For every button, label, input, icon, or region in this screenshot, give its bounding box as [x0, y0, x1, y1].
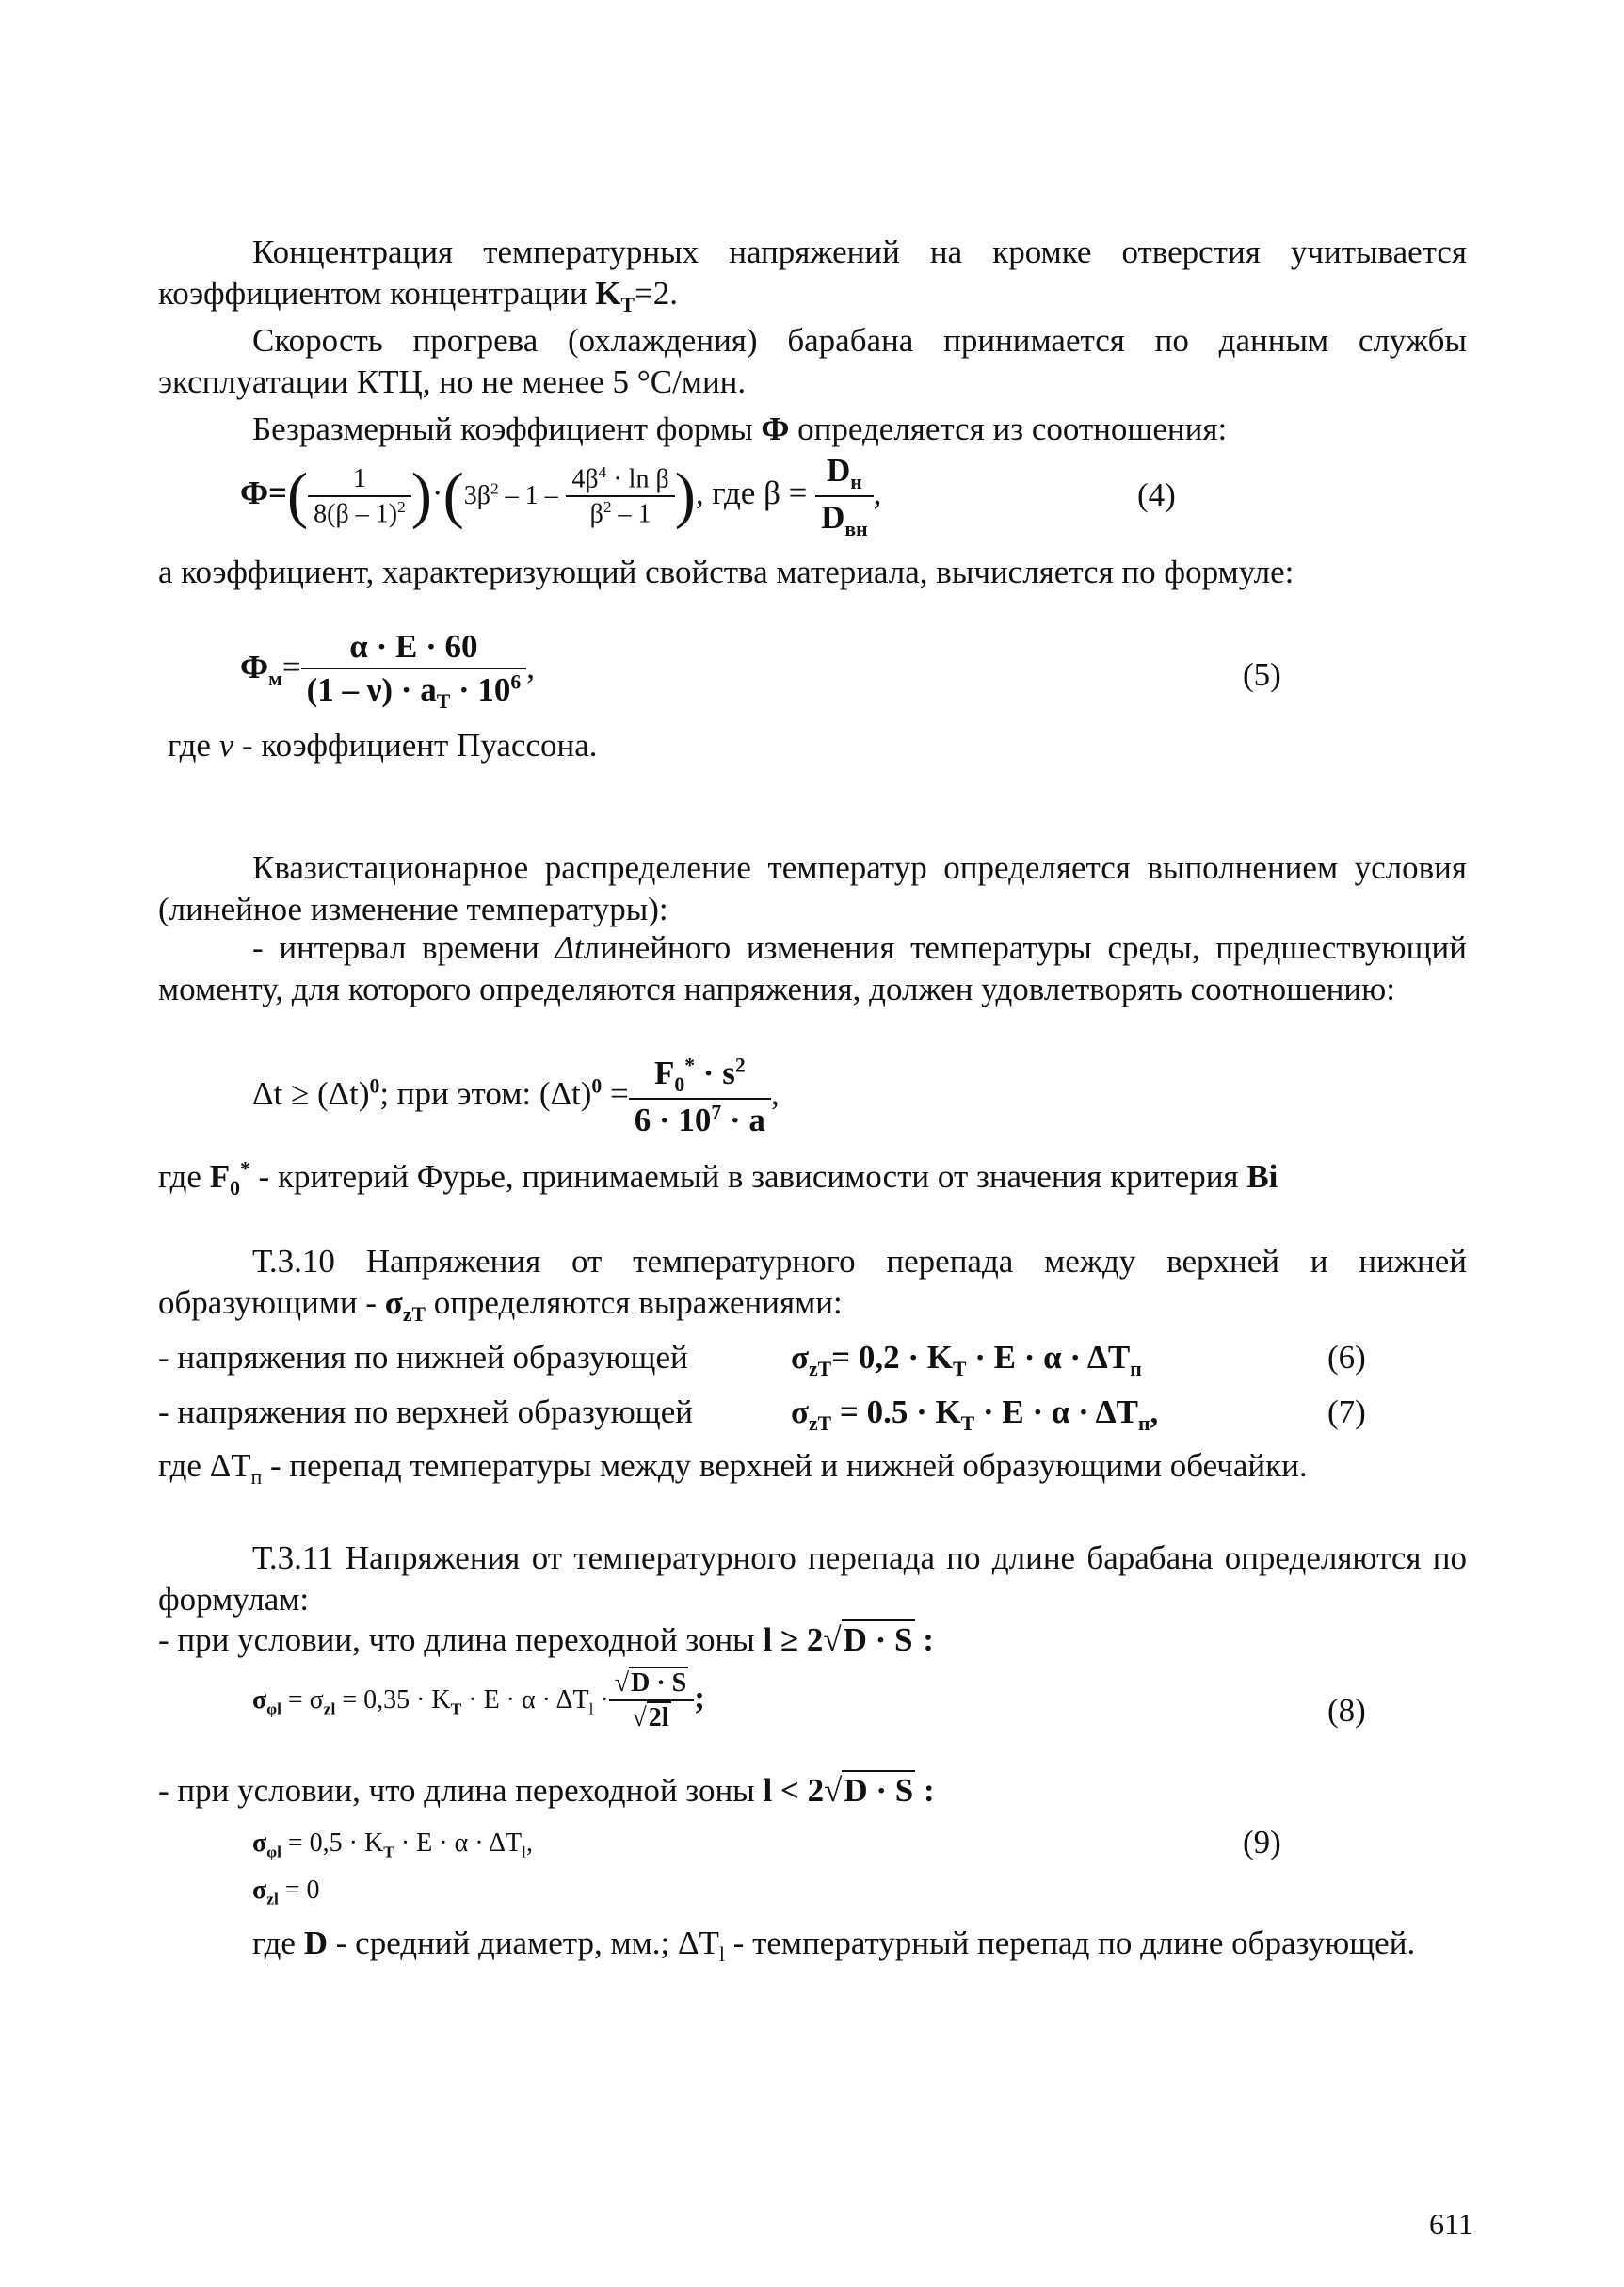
eq4-where: , где β =: [695, 475, 808, 512]
paragraph-t3-10: Т.3.10 Напряжения от температурного перепада между верхней и нижней образующими - $\sigma_{zT}$ определяются выражениями:: [158, 1243, 1467, 1326]
condition-1: - при условии, что длина переходной зоны l ≥ 2√D · S :: [158, 1621, 934, 1658]
equation-6-formula: $\sigma_{zT}= 0,2 \cdot K_T \cdot E \cdot \alpha \cdot \Delta T_п$: [791, 1339, 1142, 1380]
material-coef-text: а коэффициент, характеризующий свойства материала, вычисляется по формуле:: [158, 554, 1294, 590]
equation-6-row: [158, 1337, 1467, 1378]
equation-5-number: (5): [1243, 656, 1281, 693]
concentration-text: Концентрация температурных напряжений на кромке отверстия учитывается коэффициентом концентрации: [158, 234, 1467, 312]
equation-7-number: (7): [1327, 1393, 1366, 1430]
eq5-fraction: $\frac{\alpha \cdot E \cdot 60}{(1 - \nu) \cdot a_T \cdot 10^6}$: [301, 626, 527, 715]
equation-9: $\sigma_{\varphi l} = 0,5 \cdot K_T \cdot E \cdot \alpha \cdot \Delta T_l$,: [252, 1828, 533, 1861]
equation-9b: $\sigma_{zl} = 0$: [252, 1876, 320, 1909]
paragraph-concentration: [158, 232, 1467, 318]
eq4-fraction-2: $\frac{4\beta^4 \cdot \ln \beta}{\beta^2 - 1}$: [566, 462, 674, 531]
phi-symbol: Ф: [761, 411, 790, 447]
kt-symbol: $K_T$: [595, 274, 635, 316]
shape-factor-tail: определяется из соотношения:: [797, 411, 1228, 447]
shape-factor-text: Безразмерный коэффициент формы: [252, 411, 753, 447]
paragraph-time-interval: - интервал времени Δtлинейного изменения температуры среды, предшествующий моменту, для которого определяются напряжения, должен удовлетворять соотношению:: [158, 929, 1467, 1007]
bi-symbol: Bi: [1246, 1158, 1278, 1195]
paragraph-quasistationary: [158, 847, 1467, 930]
equation-8-number: (8): [1327, 1692, 1366, 1729]
equation-4: Ф=( $\frac{1}{8(\beta - 1)^2}$ )$\cdot(3\beta^2 - 1$ – $\frac{4\beta^4 \cdot \ln \beta}{\beta^2 - 1}$ ), где β = $\frac{D_н}{D_{вн}}$ ,: [240, 450, 1182, 542]
paragraph-delta-tn: где $\Delta T_п$ - перепад температуры между верхней и нижней образующими обечайки.: [158, 1447, 1308, 1489]
eq5-lhs: $Ф_м$: [240, 648, 282, 690]
d-symbol: D: [303, 1925, 328, 1961]
equation-5: $Ф_м=$ $\frac{\alpha \cdot E \cdot 60}{(1 - \nu) \cdot a_T \cdot 10^6}$ ,: [240, 626, 899, 715]
page-number: 611: [1429, 2207, 1473, 2241]
equation-6-number: (6): [1327, 1339, 1366, 1376]
equation-7-row: [158, 1392, 1467, 1433]
delta-t-symbol: Δt: [555, 929, 584, 966]
heating-rate-text: Скорость прогрева (охлаждения) барабана принимается по данным службы эксплуатации КТЦ, но не менее 5 °С/мин.: [158, 322, 1467, 400]
equation-6-label: - напряжения по нижней образующей: [158, 1339, 688, 1376]
eq8-fraction: $\frac{√D \cdot S}{√2l}$: [609, 1667, 695, 1734]
condition-1-expression: l ≥ 2√D · S :: [763, 1621, 934, 1658]
paragraph-t3-11: [158, 1538, 1467, 1620]
equation-time-interval: $\Delta t \ge (\Delta t)^0$; при этом: $(\Delta t)^0$ = $\frac{F_0^* \cdot s^2}{6 \cdot 10^7 \cdot a}$ ,: [252, 1053, 1100, 1141]
kt-value: =2.: [635, 274, 678, 312]
fourier-symbol: $F_0^*$: [209, 1157, 250, 1200]
nu-symbol: ν: [218, 727, 234, 764]
paragraph-heating-rate: [158, 320, 1467, 403]
sigma-zt-symbol: $\sigma_{zT}$: [384, 1283, 426, 1326]
paragraph-fourier: где $F_0^*$ - критерий Фурье, принимаемый в зависимости от значения критерия Bi: [158, 1157, 1278, 1200]
paragraph-shape-factor: [158, 409, 1467, 450]
equation-9-number: (9): [1243, 1824, 1281, 1860]
eq4-fraction-3: $\frac{D_н}{D_{вн}}$: [815, 450, 874, 542]
eq-dt-fraction: $\frac{F_0^* \cdot s^2}{6 \cdot 10^7 \cdot a}$: [629, 1053, 771, 1141]
eq4-fraction-1: $\frac{1}{8(\beta - 1)^2}$: [308, 462, 411, 530]
eq4-lhs: Ф=: [240, 475, 288, 512]
equation-8: $\sigma_{\varphi l} = \sigma_{zl} = 0,35 \cdot K_T \cdot E \cdot \alpha \cdot \Delta T_l$ · $\frac{√D \cdot S}{√2l}$ ;: [252, 1668, 705, 1732]
equation-7-label: - напряжения по верхней образующей: [158, 1393, 693, 1430]
equation-4-number: (4): [1137, 476, 1176, 513]
t3-11-text: Т.3.11 Напряжения от температурного перепада по длине барабана определяются по формулам:: [158, 1539, 1467, 1618]
equation-7-formula: $\sigma_{zT} = 0.5 \cdot K_T \cdot E \cdot \alpha \cdot \Delta T_п$,: [791, 1393, 1159, 1435]
paragraph-poisson: где ν - коэффициент Пуассона.: [168, 727, 598, 764]
condition-2-expression: l < 2√D · S :: [763, 1772, 935, 1809]
eq4-inner: $3\beta^2 - 1$ –: [463, 479, 558, 511]
paragraph-material-coef: [158, 552, 1467, 593]
quasistationary-text: Квазистационарное распределение температур определяется выполнением условия (линейное изменение температуры):: [158, 849, 1467, 927]
condition-2: - при условии, что длина переходной зоны l < 2√D · S :: [158, 1772, 935, 1809]
paragraph-diameter: где D - средний диаметр, мм.; $\Delta T_l$ - температурный перепад по длине образующей.: [252, 1925, 1416, 1966]
